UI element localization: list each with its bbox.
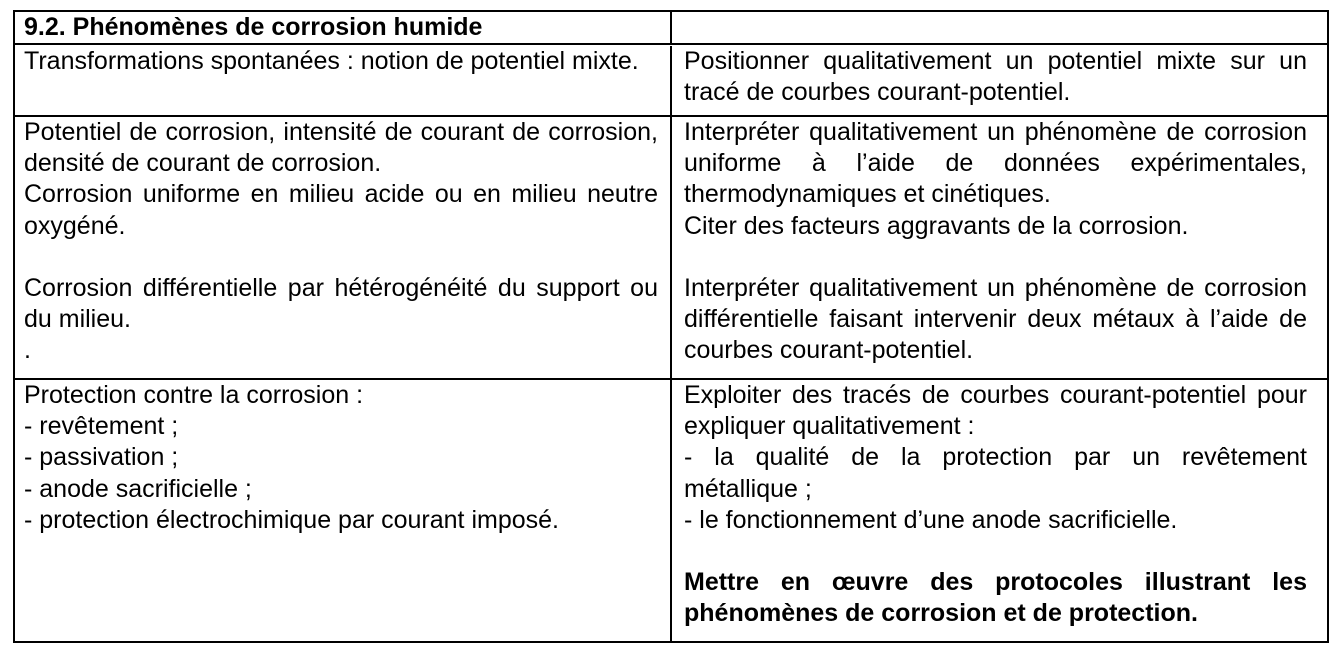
capacity-list-item: - le fonctionnement d’une anode sacrificielle. (684, 505, 1178, 534)
notion-text: Corrosion uniforme en milieu acide ou en milieu neutre oxygéné. (24, 180, 658, 240)
spacer (684, 536, 1307, 567)
spacer (684, 242, 1307, 273)
section-title: 9.2. Phénomènes de corrosion humide (15, 12, 672, 43)
capacities-cell (672, 46, 1327, 115)
notion-text: Transformations spontanées : notion de potentiel mixte. (24, 47, 639, 75)
capacity-text: Interpréter qualitativement un phénomène de corrosion différentielle faisant intervenir deux métaux à l’aide de courbes courant-potentiel. (684, 274, 1307, 365)
spacer (24, 242, 658, 273)
notion-text: Potentiel de corrosion, intensité de courant de corrosion, densité de courant de corrosion. (24, 118, 658, 178)
notions-cell (15, 46, 672, 115)
notion-text: Corrosion différentielle par hétérogénéité du support ou du milieu. (24, 274, 658, 334)
table-row (15, 380, 1327, 641)
section-title-right-cell (672, 12, 1327, 43)
capacities-cell (672, 117, 1327, 378)
section-header-row (15, 12, 1327, 45)
capacity-text: Positionner qualitativement un potentiel mixte sur un tracé de courbes courant-potentiel. (684, 47, 1307, 107)
practical-skill-text: Mettre en œuvre des protocoles illustrant les phénomènes de corrosion et de protection. (684, 568, 1307, 628)
notion-list-item: - revêtement ; (24, 412, 179, 441)
notion-text: . (24, 336, 31, 365)
notions-cell (15, 117, 672, 378)
notions-cell (15, 380, 672, 641)
capacity-text: Exploiter des tracés de courbes courant-potentiel pour expliquer qualitativement : (684, 381, 1307, 441)
capacity-list-item: - la qualité de la protection par un revêtement métallique ; (684, 443, 1307, 503)
capacity-text: Interpréter qualitativement un phénomène de corrosion uniforme à l’aide de données expérimentales, thermodynamiques et cinétiques. (684, 118, 1307, 209)
notion-list-item: - anode sacrificielle ; (24, 474, 252, 503)
notion-list-item: - protection électrochimique par courant imposé. (24, 505, 559, 534)
notion-list-item: - passivation ; (24, 443, 179, 472)
table-row (15, 45, 1327, 117)
program-table (13, 10, 1329, 643)
capacity-text: Citer des facteurs aggravants de la corrosion. (684, 211, 1189, 240)
capacities-cell (672, 380, 1327, 641)
table-row (15, 117, 1327, 380)
notion-text: Protection contre la corrosion : (24, 381, 364, 409)
